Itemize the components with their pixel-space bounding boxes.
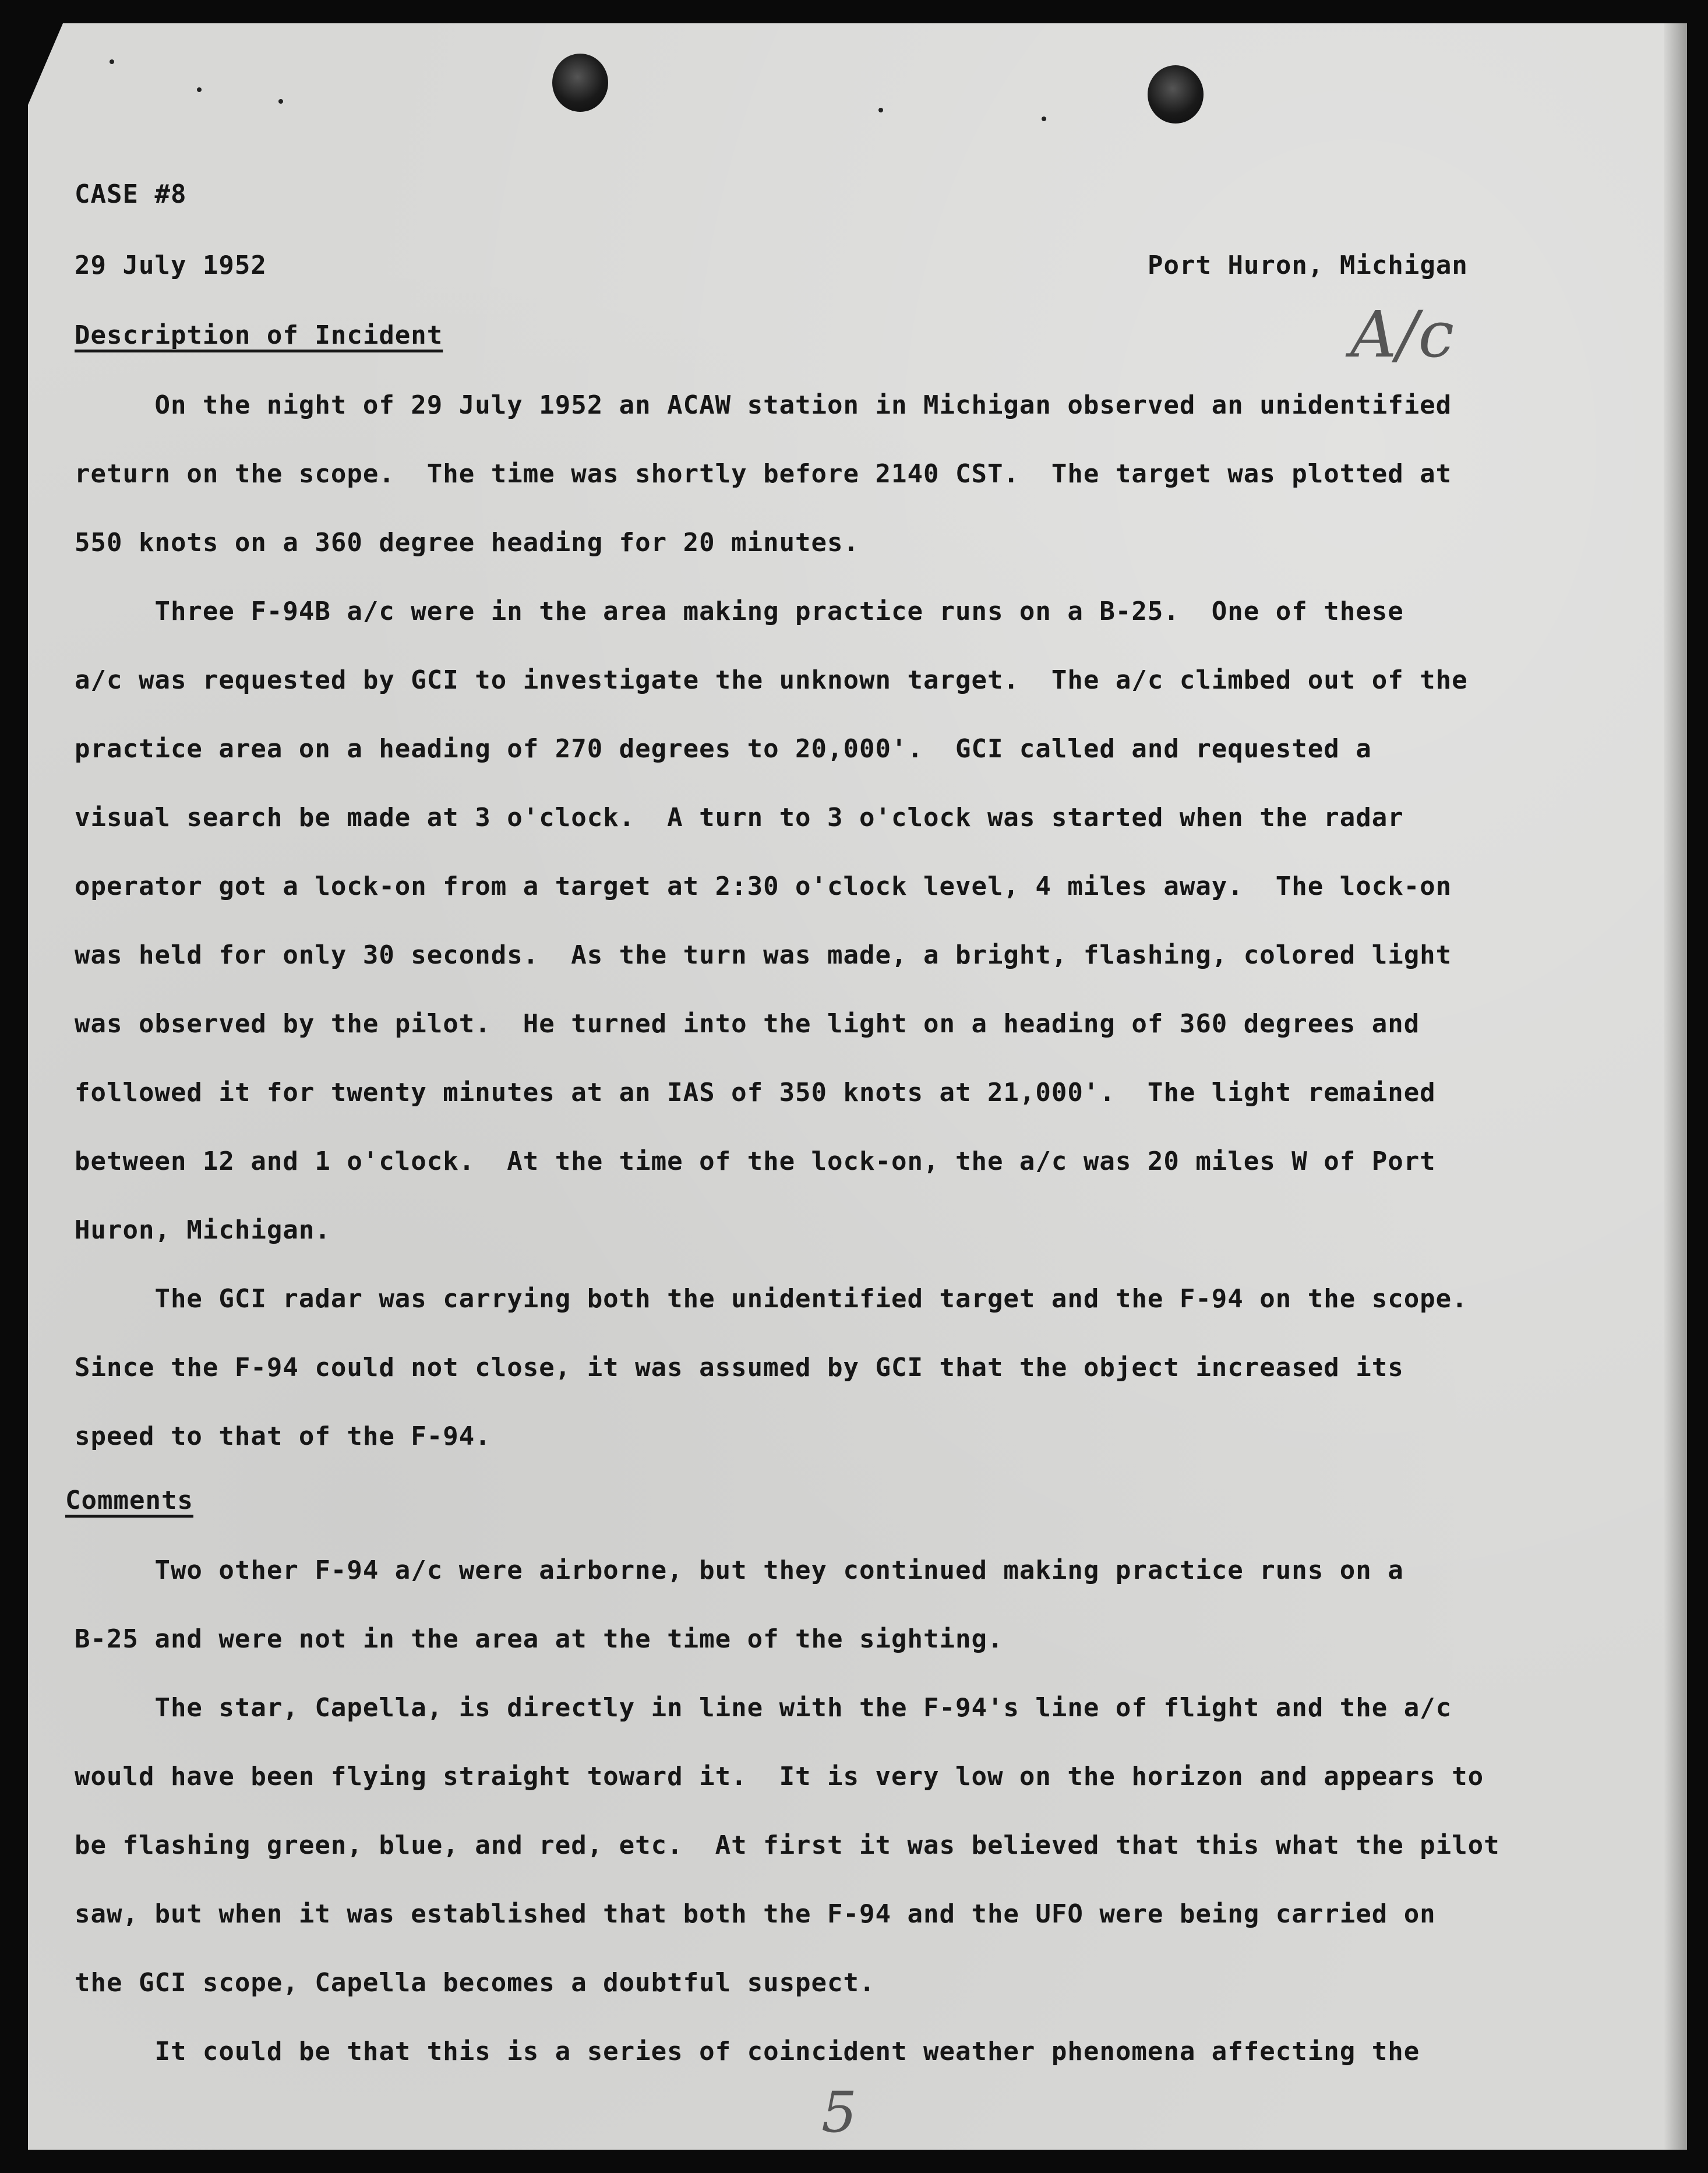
- comments-line: the GCI scope, Capella becomes a doubtful suspect.: [75, 1968, 876, 1998]
- description-line: a/c was requested by GCI to investigate the unknown target. The a/c climbed out of the: [75, 665, 1468, 695]
- description-line: The GCI radar was carrying both the unidentified target and the F-94 on the scope.: [75, 1284, 1468, 1314]
- handwritten-annotation: A/c: [1350, 297, 1455, 372]
- description-line: operator got a lock-on from a target at 2:30 o'clock level, 4 miles away. The lock-on: [75, 872, 1452, 901]
- description-line: speed to that of the F-94.: [75, 1421, 491, 1451]
- page-number: 5: [821, 2080, 857, 2145]
- description-line: return on the scope. The time was shortly before 2140 CST. The target was plotted at: [75, 459, 1452, 489]
- punch-hole-right: [1148, 65, 1204, 124]
- incident-location: Port Huron, Michigan: [1148, 251, 1468, 280]
- page-corner: [28, 23, 63, 105]
- comments-line: be flashing green, blue, and red, etc. At first it was believed that this what the pilot: [75, 1830, 1500, 1860]
- description-line: 550 knots on a 360 degree heading for 20 minutes.: [75, 528, 860, 558]
- comments-line: It could be that this is a series of coincident weather phenomena affecting the: [75, 2037, 1420, 2066]
- comments-line: Two other F-94 a/c were airborne, but they continued making practice runs on a: [75, 1555, 1404, 1585]
- comments-line: B-25 and were not in the area at the time of the sighting.: [75, 1624, 1004, 1654]
- speck: [197, 87, 202, 92]
- description-line: practice area on a heading of 270 degrees to 20,000'. GCI called and requested a: [75, 734, 1372, 764]
- comments-line: saw, but when it was established that both the F-94 and the UFO were being carried on: [75, 1899, 1436, 1929]
- incident-date: 29 July 1952: [75, 251, 267, 280]
- speck: [278, 99, 283, 104]
- comments-line: The star, Capella, is directly in line with the F-94's line of flight and the a/c: [75, 1693, 1452, 1723]
- case-number: CASE #8: [75, 179, 187, 209]
- description-line: On the night of 29 July 1952 an ACAW station in Michigan observed an unidentified: [75, 390, 1452, 420]
- description-line: was held for only 30 seconds. As the turn was made, a bright, flashing, colored light: [75, 940, 1452, 970]
- document-page: [28, 23, 1687, 2150]
- description-heading: Description of Incident: [75, 320, 443, 350]
- description-line: Since the F-94 could not close, it was assumed by GCI that the object increased its: [75, 1353, 1404, 1382]
- description-line: Three F-94B a/c were in the area making practice runs on a B-25. One of these: [75, 597, 1404, 626]
- page-edge-shadow: [1664, 23, 1687, 2150]
- description-line: visual search be made at 3 o'clock. A turn to 3 o'clock was started when the radar: [75, 803, 1404, 832]
- speck: [878, 108, 883, 112]
- comments-heading: Comments: [65, 1486, 193, 1515]
- description-line: between 12 and 1 o'clock. At the time of the lock-on, the a/c was 20 miles W of Port: [75, 1147, 1436, 1176]
- description-line: Huron, Michigan.: [75, 1215, 331, 1245]
- comments-line: would have been flying straight toward it. It is very low on the horizon and appears to: [75, 1762, 1484, 1791]
- speck: [1042, 117, 1046, 121]
- punch-hole-left: [552, 54, 608, 112]
- description-line: followed it for twenty minutes at an IAS of 350 knots at 21,000'. The light remained: [75, 1078, 1436, 1107]
- speck: [110, 59, 114, 64]
- description-line: was observed by the pilot. He turned into the light on a heading of 360 degrees and: [75, 1009, 1420, 1039]
